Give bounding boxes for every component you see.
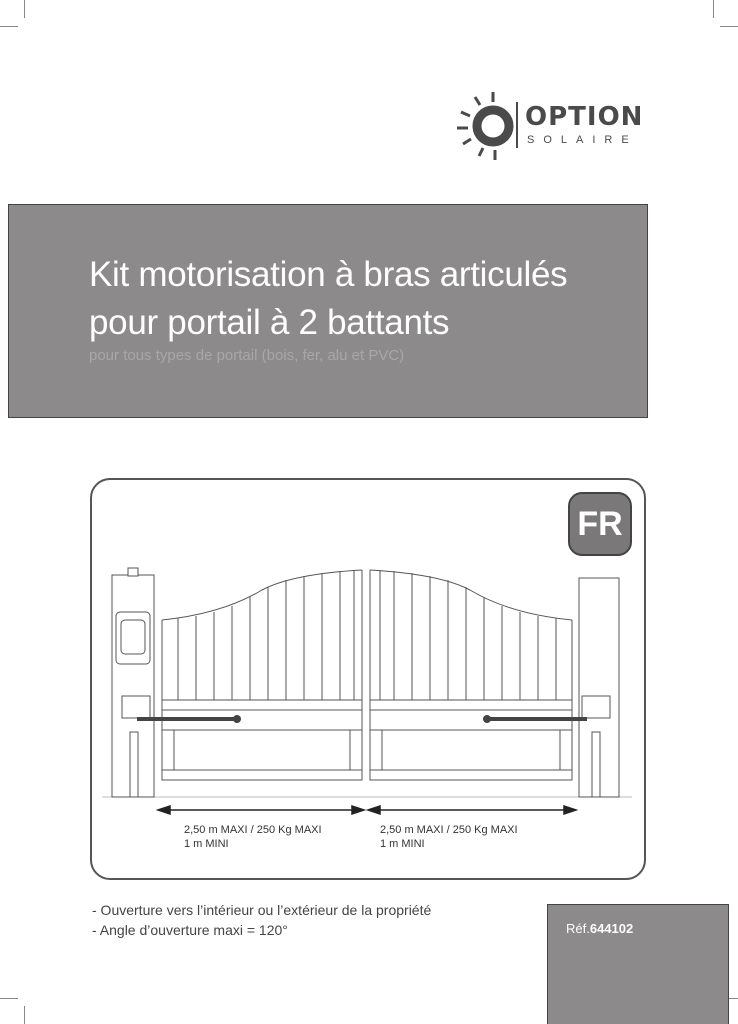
brand-logo — [455, 88, 655, 168]
logo-divider — [516, 102, 518, 148]
right-min-spec: 1 m MINI — [380, 838, 425, 850]
left-min-spec: 1 m MINI — [184, 838, 229, 850]
gate-diagram — [92, 560, 642, 830]
sun-icon — [455, 88, 521, 168]
product-subtitle: pour tous types de portail (bois, fer, alu et PVC) — [89, 347, 405, 364]
brand-name: OPTION — [525, 102, 644, 132]
product-title-line2: pour portail à 2 battants — [89, 303, 450, 342]
product-title-line1: Kit motorisation à bras articulés — [89, 255, 568, 294]
right-max-spec: 2,50 m MAXI / 250 Kg MAXI — [380, 824, 518, 836]
crop-mark — [24, 1006, 25, 1024]
crop-mark — [24, 0, 25, 18]
left-leaf-dimensions — [184, 823, 322, 851]
reference-number: 644102 — [589, 921, 634, 936]
feature-item: - Angle d’ouverture maxi = 120° — [92, 922, 288, 938]
reference-prefix: Réf. — [566, 921, 590, 936]
crop-mark — [720, 26, 738, 27]
crop-mark — [0, 998, 18, 999]
crop-mark — [713, 0, 714, 18]
feature-list — [92, 900, 431, 940]
crop-mark — [0, 26, 18, 27]
title-banner — [8, 204, 648, 418]
left-max-spec: 2,50 m MAXI / 250 Kg MAXI — [184, 824, 322, 836]
brand-tagline: SOLAIRE — [527, 134, 638, 146]
reference-label — [566, 921, 633, 936]
reference-box — [547, 904, 729, 1024]
right-leaf-dimensions — [380, 823, 518, 851]
feature-item: - Ouverture vers l’intérieur ou l’extérieur de la propriété — [92, 902, 432, 918]
language-badge: FR — [568, 492, 632, 556]
